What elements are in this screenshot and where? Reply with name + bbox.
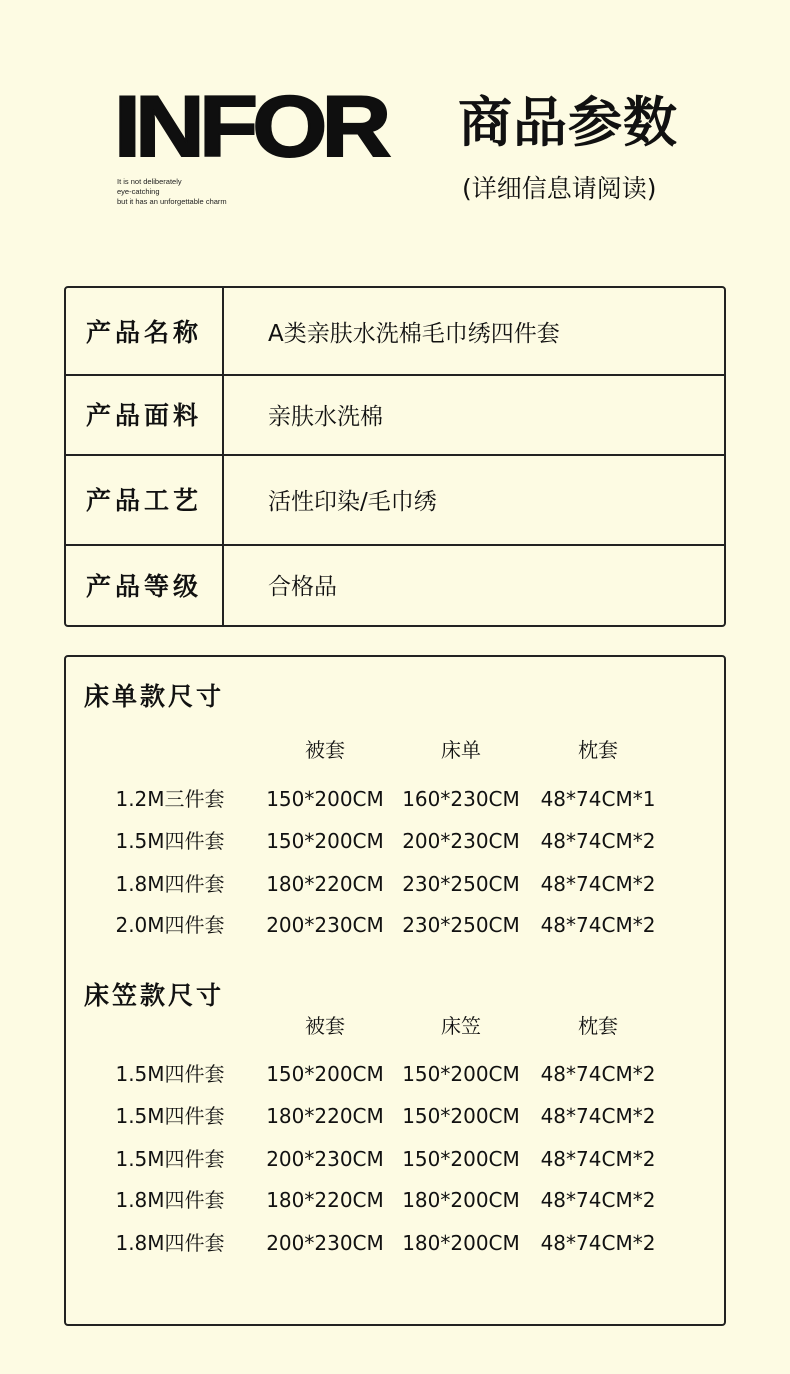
size-value: 48*74CM*2	[540, 1231, 656, 1255]
column-header: 床单	[441, 738, 481, 762]
info-label: 产品面料	[66, 374, 224, 454]
info-row-craft	[66, 454, 724, 546]
info-value: A类亲肤水洗棉毛巾绣四件套	[268, 320, 560, 347]
size-chart-box	[64, 655, 726, 1326]
size-value: 160*230CM	[402, 787, 520, 811]
size-value: 48*74CM*1	[540, 787, 656, 811]
column-header: 枕套	[578, 738, 618, 762]
size-value: 200*230CM	[266, 913, 384, 937]
size-value: 180*220CM	[266, 1104, 384, 1128]
size-value: 200*230CM	[402, 829, 520, 853]
size-label: 1.5M四件套	[115, 1062, 225, 1086]
tagline-line: It is not deliberately	[117, 177, 182, 186]
size-label: 1.2M三件套	[115, 787, 225, 811]
size-label: 1.5M四件套	[115, 1147, 225, 1171]
tagline-line: eye-catching	[117, 187, 160, 196]
size-value: 180*220CM	[266, 1188, 384, 1212]
info-label: 产品名称	[66, 288, 224, 374]
size-value: 48*74CM*2	[540, 1188, 656, 1212]
size-value: 230*250CM	[402, 872, 520, 896]
size-value: 180*200CM	[402, 1231, 520, 1255]
page-subtitle: (详细信息请阅读)	[462, 174, 657, 203]
size-value: 150*200CM	[402, 1062, 520, 1086]
page-title: 商品参数	[458, 91, 678, 154]
size-label: 1.8M四件套	[115, 872, 225, 896]
info-label: 产品等级	[66, 544, 224, 625]
size-label: 1.5M四件套	[115, 1104, 225, 1128]
size-value: 48*74CM*2	[540, 1104, 656, 1128]
size-value: 230*250CM	[402, 913, 520, 937]
brand-tagline	[117, 177, 227, 207]
brand-logo: INFOR	[114, 79, 386, 175]
size-label: 2.0M四件套	[115, 913, 225, 937]
size-value: 150*200CM	[266, 787, 384, 811]
info-row-fabric	[66, 374, 724, 456]
size-value: 200*230CM	[266, 1147, 384, 1171]
size-label: 1.5M四件套	[115, 829, 225, 853]
info-value: 活性印染/毛巾绣	[268, 488, 437, 515]
size-value: 180*200CM	[402, 1188, 520, 1212]
size-value: 200*230CM	[266, 1231, 384, 1255]
tagline-line: but it has an unforgettable charm	[117, 197, 227, 206]
size-label: 1.8M四件套	[115, 1188, 225, 1212]
column-header: 床笠	[441, 1014, 481, 1038]
size-label: 1.8M四件套	[115, 1231, 225, 1255]
info-row-name	[66, 288, 724, 376]
size-value: 150*200CM	[266, 1062, 384, 1086]
size-value: 150*200CM	[266, 829, 384, 853]
size-value: 48*74CM*2	[540, 829, 656, 853]
size-value: 48*74CM*2	[540, 872, 656, 896]
section-title: 床单款尺寸	[84, 682, 225, 711]
column-header: 枕套	[578, 1014, 618, 1038]
size-value: 150*200CM	[402, 1104, 520, 1128]
size-value: 48*74CM*2	[540, 913, 656, 937]
column-header: 被套	[305, 1014, 345, 1038]
info-value: 亲肤水洗棉	[268, 403, 383, 430]
section-title: 床笠款尺寸	[84, 981, 225, 1010]
product-info-table	[64, 286, 726, 627]
size-value: 48*74CM*2	[540, 1062, 656, 1086]
size-value: 48*74CM*2	[540, 1147, 656, 1171]
size-value: 150*200CM	[402, 1147, 520, 1171]
column-header: 被套	[305, 738, 345, 762]
info-value: 合格品	[268, 574, 337, 600]
size-value: 180*220CM	[266, 872, 384, 896]
info-label: 产品工艺	[66, 454, 224, 544]
info-row-grade	[66, 544, 724, 625]
